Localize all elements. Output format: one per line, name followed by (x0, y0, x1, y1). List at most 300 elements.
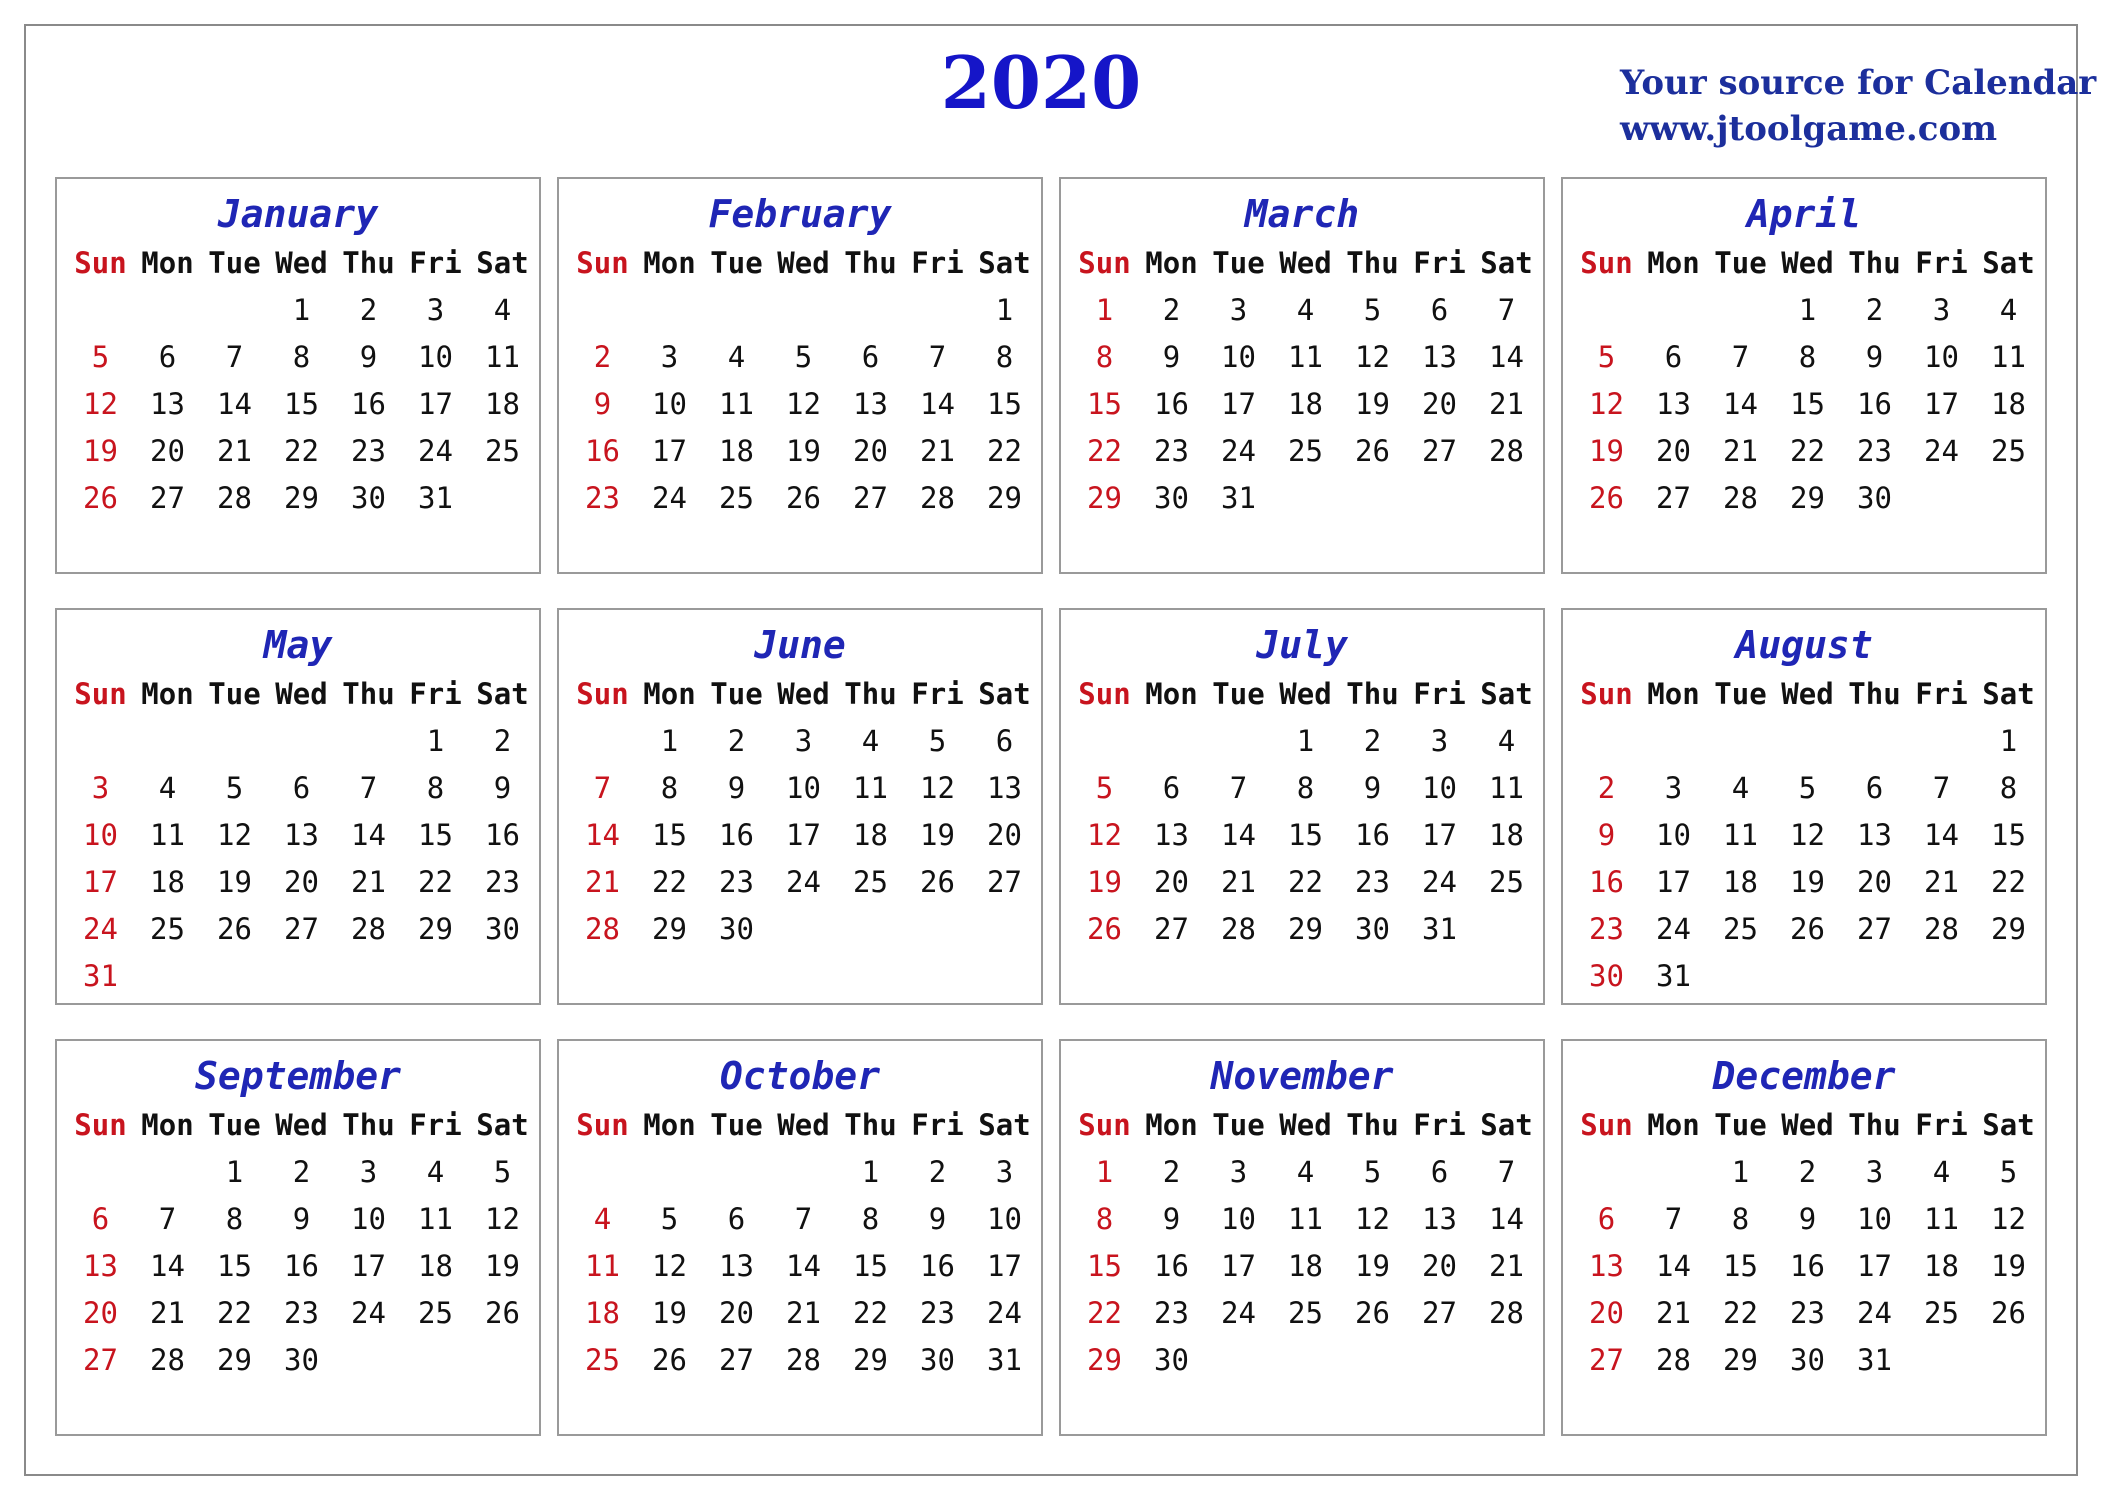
day-cell: 11 (853, 771, 888, 805)
day-cell: 3 (1229, 1155, 1248, 1189)
day-cell: 28 (1656, 1343, 1691, 1377)
empty-cell (335, 718, 402, 765)
week-row (569, 428, 1038, 475)
day-cell: 9 (1162, 340, 1181, 374)
day-cell: 23 (920, 1296, 955, 1330)
weekday-label: Mon (1647, 677, 1700, 711)
day-cell: 10 (1857, 1202, 1892, 1236)
day-cell: 1 (292, 293, 311, 327)
day-cell: 19 (485, 1249, 520, 1283)
month-april (1561, 177, 2047, 574)
weekday-label: Sun (576, 1108, 629, 1142)
weekday-label: Thu (1346, 246, 1399, 280)
weekday-label: Fri (1413, 677, 1466, 711)
empty-cell (636, 1149, 703, 1196)
day-cell: 1 (660, 724, 679, 758)
day-cell: 16 (585, 434, 620, 468)
day-cell: 10 (351, 1202, 386, 1236)
empty-cell (469, 953, 536, 1000)
week-row (67, 334, 536, 381)
weekday-label: Fri (1413, 246, 1466, 280)
weekday-label: Fri (911, 677, 964, 711)
weekday-label: Tue (710, 246, 763, 280)
day-cell: 22 (987, 434, 1022, 468)
day-cell: 3 (91, 771, 110, 805)
day-cell: 5 (1798, 771, 1817, 805)
week-row (569, 475, 1038, 522)
day-cell: 28 (1489, 1296, 1524, 1330)
day-cell: 15 (1087, 387, 1122, 421)
day-cell: 19 (652, 1296, 687, 1330)
day-cell: 12 (83, 387, 118, 421)
empty-cell (469, 1337, 536, 1384)
day-cell: 1 (995, 293, 1014, 327)
weekday-label: Sun (74, 1108, 127, 1142)
day-cell: 10 (1422, 771, 1457, 805)
day-cell: 15 (217, 1249, 252, 1283)
week-row (1071, 1290, 1540, 1337)
day-cell: 9 (359, 340, 378, 374)
empty-cell (268, 953, 335, 1000)
month-name: May (263, 623, 333, 667)
weekday-label: Sat (1480, 677, 1533, 711)
day-cell: 26 (1991, 1296, 2026, 1330)
day-cell: 27 (83, 1343, 118, 1377)
week-row (1573, 428, 2042, 475)
day-cell: 27 (987, 865, 1022, 899)
weekday-label: Fri (911, 246, 964, 280)
day-cell: 2 (292, 1155, 311, 1189)
day-cell: 25 (1489, 865, 1524, 899)
week-row (67, 1149, 536, 1196)
day-cell: 13 (1422, 340, 1457, 374)
day-cell: 22 (1288, 865, 1323, 899)
day-cell: 14 (786, 1249, 821, 1283)
day-cell: 30 (1355, 912, 1390, 946)
weekday-header (1071, 240, 1540, 287)
day-cell: 28 (351, 912, 386, 946)
empty-cell (335, 1337, 402, 1384)
month-march (1059, 177, 1545, 574)
week-row (1573, 765, 2042, 812)
brand-url[interactable]: www.jtoolgame.com (1620, 109, 1998, 149)
day-cell: 26 (485, 1296, 520, 1330)
day-cell: 16 (1154, 1249, 1189, 1283)
day-cell: 4 (158, 771, 177, 805)
day-cell: 2 (727, 724, 746, 758)
day-cell: 21 (150, 1296, 185, 1330)
day-cell: 4 (1731, 771, 1750, 805)
day-cell: 5 (794, 340, 813, 374)
day-cell: 31 (1422, 912, 1457, 946)
weekday-label: Sun (1078, 677, 1131, 711)
day-cell: 1 (1798, 293, 1817, 327)
day-cell: 2 (1597, 771, 1616, 805)
weekday-label: Sat (476, 246, 529, 280)
empty-cell (770, 1149, 837, 1196)
day-cell: 6 (861, 340, 880, 374)
weekday-label: Wed (1781, 246, 1834, 280)
day-cell: 13 (284, 818, 319, 852)
day-cell: 4 (1932, 1155, 1951, 1189)
empty-cell (1707, 718, 1774, 765)
day-cell: 31 (1656, 959, 1691, 993)
day-cell: 17 (1422, 818, 1457, 852)
day-cell: 24 (418, 434, 453, 468)
day-cell: 2 (1162, 293, 1181, 327)
day-cell: 9 (292, 1202, 311, 1236)
calendar-year: 2020 (940, 40, 1142, 125)
week-row (67, 287, 536, 334)
day-cell: 10 (83, 818, 118, 852)
day-cell: 25 (418, 1296, 453, 1330)
day-cell: 2 (593, 340, 612, 374)
weekday-label: Wed (275, 246, 328, 280)
week-row (569, 812, 1038, 859)
day-cell: 12 (1355, 1202, 1390, 1236)
day-cell: 27 (150, 481, 185, 515)
weekday-label: Sat (476, 677, 529, 711)
day-cell: 14 (920, 387, 955, 421)
day-cell: 8 (1095, 1202, 1114, 1236)
day-cell: 5 (660, 1202, 679, 1236)
day-cell: 23 (351, 434, 386, 468)
weekday-label: Sun (576, 677, 629, 711)
day-cell: 14 (351, 818, 386, 852)
day-cell: 1 (225, 1155, 244, 1189)
day-cell: 19 (1087, 865, 1122, 899)
day-cell: 29 (1790, 481, 1825, 515)
day-cell: 13 (987, 771, 1022, 805)
day-cell: 27 (1422, 434, 1457, 468)
day-cell: 22 (1790, 434, 1825, 468)
week-row (1071, 1243, 1540, 1290)
day-cell: 27 (1154, 912, 1189, 946)
day-cell: 14 (585, 818, 620, 852)
day-cell: 21 (1489, 1249, 1524, 1283)
day-cell: 25 (585, 1343, 620, 1377)
day-cell: 9 (928, 1202, 947, 1236)
day-cell: 11 (1991, 340, 2026, 374)
day-cell: 22 (284, 434, 319, 468)
day-cell: 16 (1355, 818, 1390, 852)
day-cell: 4 (1999, 293, 2018, 327)
weekday-label: Sun (1580, 1108, 1633, 1142)
day-cell: 17 (1656, 865, 1691, 899)
day-cell: 25 (1924, 1296, 1959, 1330)
day-cell: 6 (1430, 293, 1449, 327)
weekday-label: Thu (844, 246, 897, 280)
day-cell: 20 (853, 434, 888, 468)
month-name: July (1256, 623, 1348, 667)
day-cell: 10 (786, 771, 821, 805)
day-cell: 5 (1999, 1155, 2018, 1189)
day-cell: 10 (652, 387, 687, 421)
day-cell: 16 (920, 1249, 955, 1283)
weekday-label: Mon (141, 677, 194, 711)
weekday-header (67, 671, 536, 718)
day-cell: 20 (1656, 434, 1691, 468)
day-cell: 24 (652, 481, 687, 515)
day-cell: 6 (292, 771, 311, 805)
day-cell: 18 (1489, 818, 1524, 852)
empty-cell (1640, 1149, 1707, 1196)
month-name: August (1735, 623, 1873, 667)
empty-cell (1707, 953, 1774, 1000)
day-cell: 3 (1865, 1155, 1884, 1189)
day-cell: 29 (1087, 481, 1122, 515)
day-cell: 19 (1355, 387, 1390, 421)
weekday-header (67, 240, 536, 287)
day-cell: 24 (351, 1296, 386, 1330)
day-cell: 4 (493, 293, 512, 327)
empty-cell (1205, 1337, 1272, 1384)
day-cell: 18 (1991, 387, 2026, 421)
weekday-label: Thu (844, 1108, 897, 1142)
day-cell: 20 (1422, 1249, 1457, 1283)
weekday-header (1573, 240, 2042, 287)
weekday-label: Tue (208, 246, 261, 280)
empty-cell (268, 718, 335, 765)
day-cell: 9 (1597, 818, 1616, 852)
day-cell: 12 (217, 818, 252, 852)
empty-cell (837, 287, 904, 334)
day-cell: 2 (1865, 293, 1884, 327)
empty-cell (469, 475, 536, 522)
day-cell: 10 (1221, 340, 1256, 374)
day-cell: 18 (150, 865, 185, 899)
day-cell: 25 (1991, 434, 2026, 468)
day-cell: 27 (1589, 1343, 1624, 1377)
empty-cell (1975, 953, 2042, 1000)
weekday-label: Mon (643, 677, 696, 711)
day-cell: 10 (418, 340, 453, 374)
day-cell: 14 (1656, 1249, 1691, 1283)
brand-block (1620, 60, 2096, 152)
weekday-label: Tue (1714, 246, 1767, 280)
day-cell: 8 (1999, 771, 2018, 805)
day-cell: 18 (1288, 387, 1323, 421)
weekday-label: Tue (1212, 246, 1265, 280)
day-cell: 20 (719, 1296, 754, 1330)
day-cell: 3 (426, 293, 445, 327)
empty-cell (402, 1337, 469, 1384)
day-cell: 16 (485, 818, 520, 852)
day-cell: 2 (493, 724, 512, 758)
week-row (67, 1196, 536, 1243)
weekday-label: Sat (1982, 1108, 2035, 1142)
week-row (1573, 1337, 2042, 1384)
brand-tagline: Your source for Calendar (1620, 63, 2097, 103)
empty-cell (770, 287, 837, 334)
day-cell: 14 (1924, 818, 1959, 852)
day-cell: 7 (158, 1202, 177, 1236)
week-row (569, 381, 1038, 428)
weekday-label: Sun (74, 677, 127, 711)
day-cell: 24 (786, 865, 821, 899)
day-cell: 28 (585, 912, 620, 946)
weekday-label: Wed (1279, 246, 1332, 280)
day-cell: 21 (1924, 865, 1959, 899)
month-september (55, 1039, 541, 1436)
weekday-header (569, 1102, 1038, 1149)
month-name: December (1712, 1054, 1896, 1098)
day-cell: 19 (1355, 1249, 1390, 1283)
day-cell: 25 (719, 481, 754, 515)
day-cell: 6 (1865, 771, 1884, 805)
empty-cell (1071, 718, 1138, 765)
day-cell: 20 (1422, 387, 1457, 421)
weekday-label: Sat (1982, 246, 2035, 280)
weekday-label: Sun (1580, 677, 1633, 711)
day-cell: 5 (928, 724, 947, 758)
week-row (1573, 906, 2042, 953)
day-cell: 1 (1296, 724, 1315, 758)
day-cell: 2 (928, 1155, 947, 1189)
day-cell: 16 (1589, 865, 1624, 899)
day-cell: 24 (987, 1296, 1022, 1330)
day-cell: 13 (1589, 1249, 1624, 1283)
day-cell: 11 (1288, 340, 1323, 374)
day-cell: 3 (1430, 724, 1449, 758)
day-cell: 30 (920, 1343, 955, 1377)
weekday-label: Wed (777, 1108, 830, 1142)
empty-cell (1573, 287, 1640, 334)
day-cell: 23 (1154, 434, 1189, 468)
day-cell: 13 (83, 1249, 118, 1283)
day-cell: 23 (585, 481, 620, 515)
empty-cell (904, 906, 971, 953)
day-cell: 27 (1857, 912, 1892, 946)
day-cell: 27 (1656, 481, 1691, 515)
empty-cell (1908, 1337, 1975, 1384)
empty-cell (1975, 475, 2042, 522)
day-cell: 4 (1497, 724, 1516, 758)
day-cell: 14 (1221, 818, 1256, 852)
empty-cell (1573, 718, 1640, 765)
week-row (67, 475, 536, 522)
month-name: April (1746, 192, 1862, 236)
month-name: September (195, 1054, 401, 1098)
empty-cell (1975, 1337, 2042, 1384)
day-cell: 16 (719, 818, 754, 852)
weekday-label: Mon (1647, 246, 1700, 280)
weekday-label: Fri (409, 677, 462, 711)
week-row (1071, 334, 1540, 381)
week-row (1573, 859, 2042, 906)
weekday-label: Sun (1078, 246, 1131, 280)
empty-cell (971, 906, 1038, 953)
day-cell: 12 (1589, 387, 1624, 421)
day-cell: 13 (1154, 818, 1189, 852)
day-cell: 7 (1229, 771, 1248, 805)
empty-cell (1908, 475, 1975, 522)
day-cell: 11 (150, 818, 185, 852)
day-cell: 21 (1221, 865, 1256, 899)
day-cell: 20 (1154, 865, 1189, 899)
weekday-label: Sun (1078, 1108, 1131, 1142)
day-cell: 22 (652, 865, 687, 899)
weekday-header (1071, 1102, 1540, 1149)
day-cell: 20 (1589, 1296, 1624, 1330)
month-name: October (719, 1054, 881, 1098)
day-cell: 16 (351, 387, 386, 421)
week-row (67, 718, 536, 765)
day-cell: 21 (585, 865, 620, 899)
day-cell: 29 (987, 481, 1022, 515)
day-cell: 23 (1589, 912, 1624, 946)
day-cell: 15 (1991, 818, 2026, 852)
day-cell: 15 (987, 387, 1022, 421)
day-cell: 30 (1154, 481, 1189, 515)
day-cell: 22 (418, 865, 453, 899)
day-cell: 8 (1296, 771, 1315, 805)
day-cell: 23 (1790, 1296, 1825, 1330)
day-cell: 5 (1363, 293, 1382, 327)
day-cell: 9 (1162, 1202, 1181, 1236)
week-row (67, 1337, 536, 1384)
day-cell: 30 (284, 1343, 319, 1377)
day-cell: 21 (351, 865, 386, 899)
day-cell: 1 (861, 1155, 880, 1189)
weekday-label: Fri (1915, 677, 1968, 711)
empty-cell (134, 718, 201, 765)
day-cell: 3 (1664, 771, 1683, 805)
weekday-label: Tue (1714, 677, 1767, 711)
week-row (569, 1149, 1038, 1196)
day-cell: 27 (284, 912, 319, 946)
day-cell: 9 (493, 771, 512, 805)
day-cell: 13 (1656, 387, 1691, 421)
day-cell: 19 (920, 818, 955, 852)
day-cell: 16 (284, 1249, 319, 1283)
empty-cell (703, 1149, 770, 1196)
empty-cell (134, 287, 201, 334)
day-cell: 14 (150, 1249, 185, 1283)
day-cell: 19 (83, 434, 118, 468)
week-row (569, 334, 1038, 381)
day-cell: 25 (1723, 912, 1758, 946)
empty-cell (335, 953, 402, 1000)
week-row (1573, 334, 2042, 381)
day-cell: 10 (1221, 1202, 1256, 1236)
day-cell: 8 (1731, 1202, 1750, 1236)
week-row (569, 287, 1038, 334)
weekday-label: Wed (1279, 1108, 1332, 1142)
day-cell: 7 (225, 340, 244, 374)
weekday-label: Sat (1982, 677, 2035, 711)
day-cell: 15 (652, 818, 687, 852)
weekday-label: Tue (208, 677, 261, 711)
day-cell: 29 (853, 1343, 888, 1377)
day-cell: 6 (1162, 771, 1181, 805)
day-cell: 26 (786, 481, 821, 515)
day-cell: 7 (359, 771, 378, 805)
weekday-label: Mon (643, 246, 696, 280)
day-cell: 17 (786, 818, 821, 852)
day-cell: 29 (418, 912, 453, 946)
day-cell: 20 (987, 818, 1022, 852)
day-cell: 7 (794, 1202, 813, 1236)
empty-cell (569, 718, 636, 765)
day-cell: 28 (920, 481, 955, 515)
day-cell: 4 (1296, 293, 1315, 327)
week-row (1573, 953, 2042, 1000)
day-cell: 1 (1095, 1155, 1114, 1189)
day-cell: 5 (225, 771, 244, 805)
weekday-label: Thu (1848, 246, 1901, 280)
day-cell: 23 (485, 865, 520, 899)
